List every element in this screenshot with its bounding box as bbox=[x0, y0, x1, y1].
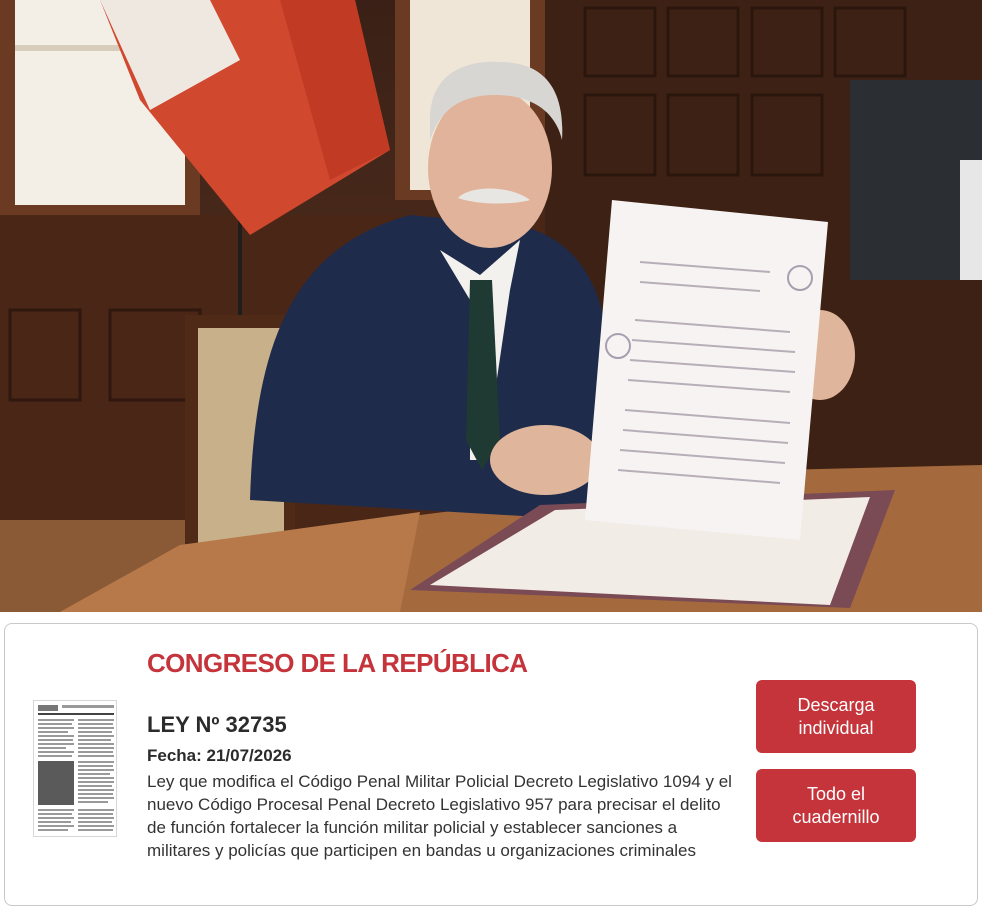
law-card bbox=[4, 623, 978, 906]
document-thumbnail-icon bbox=[34, 701, 117, 837]
card-title: CONGRESO DE LA REPÚBLICA bbox=[147, 648, 528, 678]
download-booklet-button[interactable]: Todo el cuadernillo bbox=[756, 769, 916, 842]
download-individual-button[interactable]: Descarga individual bbox=[756, 680, 916, 753]
law-date: Fecha: 21/07/2026 bbox=[147, 746, 292, 765]
law-number: LEY Nº 32735 bbox=[147, 712, 287, 737]
law-description: Ley que modifica el Código Penal Militar Policial Decreto Legislativo 1094 y el nuevo Código Procesal Penal Decreto Legislativo 957 para precisar el delito de función fortalecer la función militar policial y establecer sanciones a militares y policías que participen en bandas u organizaciones criminales bbox=[147, 772, 732, 860]
document-thumbnail[interactable] bbox=[33, 700, 117, 837]
